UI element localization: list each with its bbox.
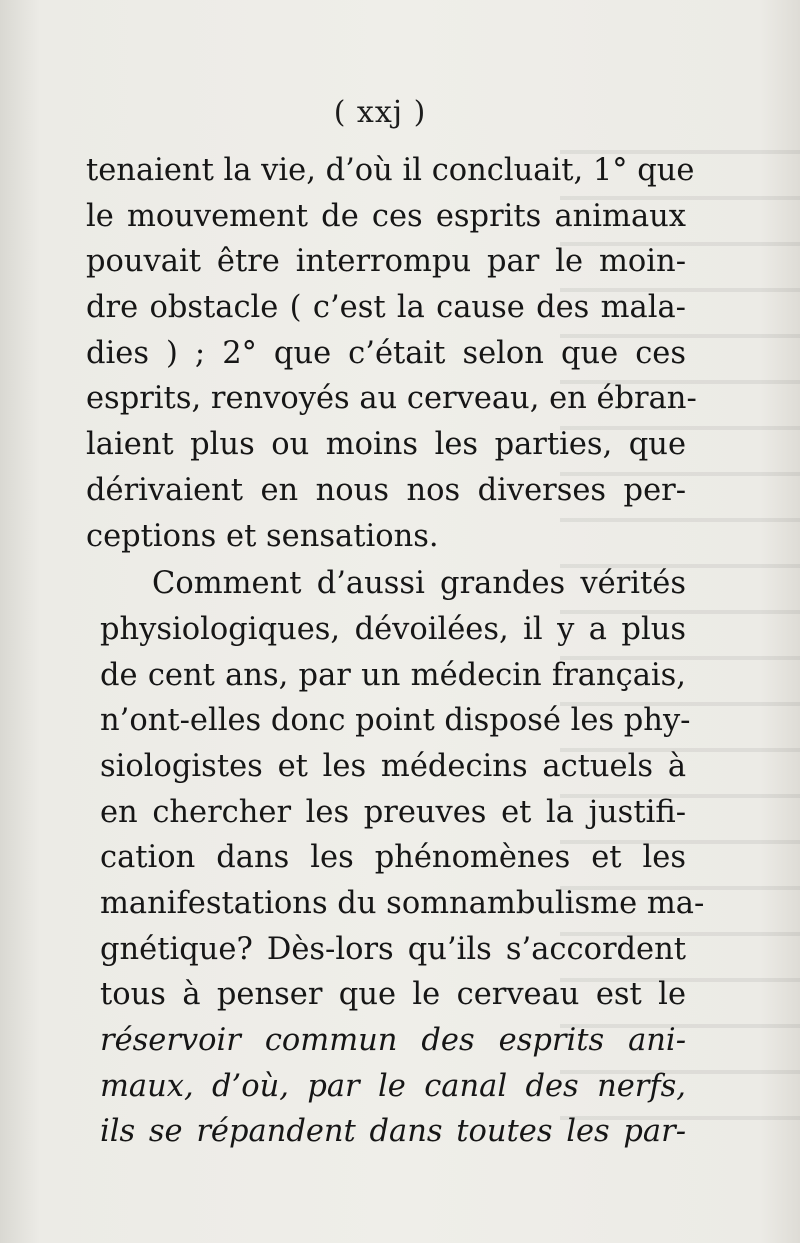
paragraph-2 [86, 561, 705, 1155]
text-line: siologistes et les médecins actuels à [100, 748, 686, 784]
text-line-italic: maux, d’où, par le canal des nerfs, [100, 1068, 686, 1104]
text-line: esprits, renvoyés au cerveau, en ébran- [86, 381, 697, 417]
text-line-italic: ils se répandent dans toutes les par- [100, 1114, 686, 1150]
text-line: le mouvement de ces esprits animaux [86, 198, 686, 234]
text-line: cation dans les phénomènes et les [100, 840, 686, 876]
text-line: physiologiques, dévoilées, il y a plus [100, 611, 686, 647]
text-line: Comment d’aussi grandes vérités [152, 566, 686, 602]
page-number: ( xxj ) [333, 95, 427, 130]
text-line: de cent ans, par un médecin français, [100, 657, 686, 693]
text-line: dre obstacle ( c’est la cause des mala- [86, 290, 686, 326]
text-line: dies ) ; 2° que c’était selon que ces [86, 335, 686, 371]
text-line: tous à penser que le cerveau est le [100, 977, 686, 1013]
text-line: ceptions et sensations. [86, 518, 439, 554]
text-line: gnétique? Dès-lors qu’ils s’accordent [100, 931, 686, 967]
text-line: manifestations du somnambulisme ma- [100, 886, 705, 921]
text-line: dérivaient en nous nos diverses per- [86, 472, 686, 508]
paragraph-1 [86, 148, 697, 559]
text-line: tenaient la vie, d’où il concluait, 1° que [86, 153, 695, 188]
body-text [86, 148, 705, 1155]
text-line: laient plus ou moins les parties, que [86, 427, 686, 463]
text-line: en chercher les preuves et la justifi- [100, 794, 686, 830]
text-line: n’ont-elles donc point disposé les phy- [100, 703, 691, 739]
text-line-italic: réservoir commun des esprits ani- [100, 1023, 686, 1059]
text-line: pouvait être interrompu par le moin- [86, 244, 686, 280]
